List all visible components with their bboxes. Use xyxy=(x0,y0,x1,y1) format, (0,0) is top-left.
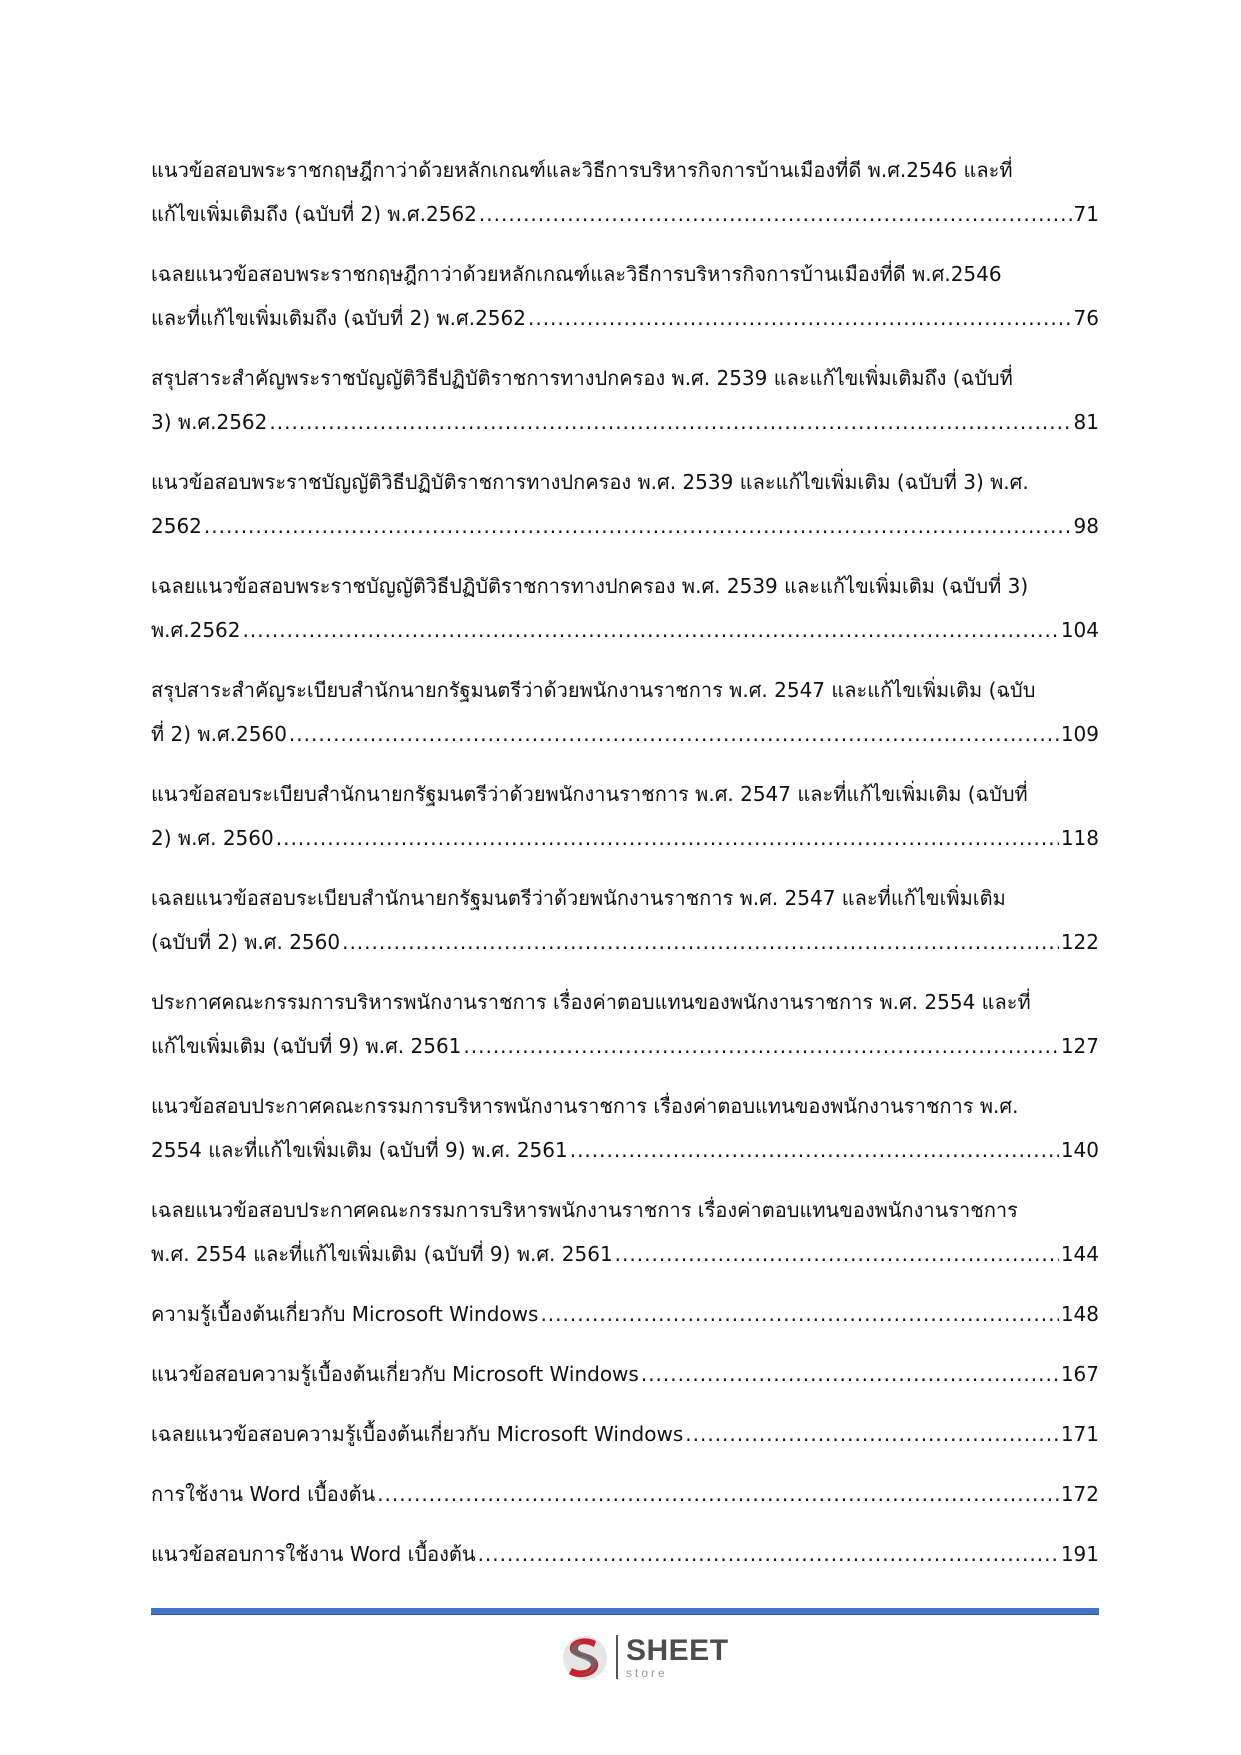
toc-entry-title-line2-row xyxy=(151,504,1099,548)
toc-entry-page-number: 98 xyxy=(1073,514,1099,538)
logo-divider xyxy=(616,1635,618,1679)
toc-entry-title-line2-row xyxy=(151,296,1099,340)
toc-entry-title-line2-row xyxy=(151,920,1099,964)
toc-entry-page-number: 118 xyxy=(1060,826,1099,850)
toc-entry-title-line1: เฉลยแนวข้อสอบประกาศคณะกรรมการบริหารพนักงานราชการ เรื่องค่าตอบแทนของพนักงานราชการ xyxy=(151,1198,1018,1222)
toc-entry-title-line2-row xyxy=(151,192,1099,236)
toc-entry-title-line1: สรุปสาระสำคัญระเบียบสำนักนายกรัฐมนตรีว่าด้วยพนักงานราชการ พ.ศ. 2547 และแก้ไขเพิ่มเติม (ฉบับ xyxy=(151,678,1036,702)
toc-entry-title-line2-row xyxy=(151,816,1099,860)
toc-entry-title-line2: 2554 และที่แก้ไขเพิ่มเติม (ฉบับที่ 9) พ.ศ. 2561 xyxy=(151,1138,568,1162)
sheet-store-s-logo-icon xyxy=(560,1631,610,1683)
toc-entry-page-number: 144 xyxy=(1060,1242,1099,1266)
toc-entry-title-line2: และที่แก้ไขเพิ่มเติมถึง (ฉบับที่ 2) พ.ศ.2562 xyxy=(151,306,526,330)
toc-entry-title-line1: แนวข้อสอบพระราชกฤษฎีกาว่าด้วยหลักเกณฑ์และวิธีการบริหารกิจการบ้านเมืองที่ดี พ.ศ.2546 และที่ xyxy=(151,158,1013,182)
toc-entry-title-line2: 2) พ.ศ. 2560 xyxy=(151,826,274,850)
toc-entry[interactable] xyxy=(151,1412,1099,1456)
toc-entry-page-number: 148 xyxy=(1060,1302,1099,1326)
toc-entry-page-number: 127 xyxy=(1060,1034,1099,1058)
toc-entry-title-line2: 3) พ.ศ.2562 xyxy=(151,410,268,434)
toc-entry-title-line2-row xyxy=(151,1128,1099,1172)
toc-entry[interactable] xyxy=(151,460,1099,548)
dot-leader xyxy=(269,400,1071,444)
logo-wordmark: SHEET xyxy=(626,1633,729,1667)
dot-leader xyxy=(243,608,1059,652)
toc-entry-page-number: 172 xyxy=(1060,1482,1099,1506)
toc-entry[interactable] xyxy=(151,252,1099,340)
toc-entry-page-number: 140 xyxy=(1060,1138,1099,1162)
toc-entry[interactable] xyxy=(151,148,1099,236)
toc-entry-title: ความรู้เบื้องต้นเกี่ยวกับ Microsoft Windows xyxy=(151,1302,539,1326)
toc-entry[interactable] xyxy=(151,1188,1099,1276)
toc-entry-title-line2: ที่ 2) พ.ศ.2560 xyxy=(151,722,287,746)
dot-leader xyxy=(342,920,1059,964)
dot-leader xyxy=(540,1292,1058,1336)
toc-entry[interactable] xyxy=(151,980,1099,1068)
toc-entry[interactable] xyxy=(151,1532,1099,1576)
toc-entry-title: แนวข้อสอบการใช้งาน Word เบื้องต้น xyxy=(151,1542,476,1566)
dot-leader xyxy=(479,192,1072,236)
toc-entry-title: เฉลยแนวข้อสอบความรู้เบื้องต้นเกี่ยวกับ Microsoft Windows xyxy=(151,1422,684,1446)
dot-leader xyxy=(570,1128,1059,1172)
toc-entry-title-line1: แนวข้อสอบระเบียบสำนักนายกรัฐมนตรีว่าด้วยพนักงานราชการ พ.ศ. 2547 และที่แก้ไขเพิ่มเติม (ฉบับที่ xyxy=(151,782,1028,806)
toc-entry[interactable] xyxy=(151,772,1099,860)
table-of-contents xyxy=(151,148,1099,1592)
toc-entry-page-number: 71 xyxy=(1073,202,1099,226)
dot-leader xyxy=(463,1024,1058,1068)
toc-entry-title-line2: 2562 xyxy=(151,514,202,538)
toc-entry-title-line2-row xyxy=(151,1232,1099,1276)
toc-entry[interactable] xyxy=(151,876,1099,964)
toc-entry-page-number: 122 xyxy=(1060,930,1099,954)
toc-entry-title-line2-row xyxy=(151,400,1099,444)
dot-leader xyxy=(289,712,1059,756)
logo-subtitle: store xyxy=(626,1665,668,1680)
toc-entry-title-line2: พ.ศ.2562 xyxy=(151,618,241,642)
toc-entry-title-row xyxy=(151,1532,1099,1576)
toc-entry-title: การใช้งาน Word เบื้องต้น xyxy=(151,1482,376,1506)
toc-entry-title-line2-row xyxy=(151,712,1099,756)
dot-leader xyxy=(478,1532,1059,1576)
toc-entry-page-number: 167 xyxy=(1060,1362,1099,1386)
dot-leader xyxy=(528,296,1072,340)
toc-entry[interactable] xyxy=(151,1472,1099,1516)
toc-entry-title-line2-row xyxy=(151,608,1099,652)
dot-leader xyxy=(685,1412,1059,1456)
toc-entry[interactable] xyxy=(151,356,1099,444)
toc-entry-title-line2-row xyxy=(151,1024,1099,1068)
toc-entry-page-number: 191 xyxy=(1060,1542,1099,1566)
toc-entry-page-number: 76 xyxy=(1073,306,1099,330)
logo-text xyxy=(626,1633,729,1680)
dot-leader xyxy=(204,504,1072,548)
toc-entry-page-number: 81 xyxy=(1073,410,1099,434)
dot-leader xyxy=(641,1352,1059,1396)
toc-entry-title-line2: แก้ไขเพิ่มเติม (ฉบับที่ 9) พ.ศ. 2561 xyxy=(151,1034,462,1058)
toc-entry-title-line2: พ.ศ. 2554 และที่แก้ไขเพิ่มเติม (ฉบับที่ 9) พ.ศ. 2561 xyxy=(151,1242,613,1266)
dot-leader xyxy=(377,1472,1059,1516)
toc-entry-title-line2: (ฉบับที่ 2) พ.ศ. 2560 xyxy=(151,930,341,954)
toc-entry[interactable] xyxy=(151,1084,1099,1172)
toc-entry-page-number: 104 xyxy=(1060,618,1099,642)
toc-entry-title-row xyxy=(151,1292,1099,1336)
toc-entry-title-line1: เฉลยแนวข้อสอบระเบียบสำนักนายกรัฐมนตรีว่าด้วยพนักงานราชการ พ.ศ. 2547 และที่แก้ไขเพิ่มเติม xyxy=(151,886,1006,910)
toc-entry-title-row xyxy=(151,1472,1099,1516)
toc-entry-title: แนวข้อสอบความรู้เบื้องต้นเกี่ยวกับ Microsoft Windows xyxy=(151,1362,639,1386)
dot-leader xyxy=(276,816,1059,860)
toc-entry-title-row xyxy=(151,1412,1099,1456)
toc-entry[interactable] xyxy=(151,564,1099,652)
toc-entry-title-line2: แก้ไขเพิ่มเติมถึง (ฉบับที่ 2) พ.ศ.2562 xyxy=(151,202,477,226)
toc-entry-title-line1: แนวข้อสอบประกาศคณะกรรมการบริหารพนักงานราชการ เรื่องค่าตอบแทนของพนักงานราชการ พ.ศ. xyxy=(151,1094,1019,1118)
toc-entry-title-line1: สรุปสาระสำคัญพระราชบัญญัติวิธีปฏิบัติราชการทางปกครอง พ.ศ. 2539 และแก้ไขเพิ่มเติมถึง (ฉบับที่ xyxy=(151,366,1013,390)
toc-entry-title-line1: เฉลยแนวข้อสอบพระราชบัญญัติวิธีปฏิบัติราชการทางปกครอง พ.ศ. 2539 และแก้ไขเพิ่มเติม (ฉบับที่ 3) xyxy=(151,574,1029,598)
toc-entry-title-line1: ประกาศคณะกรรมการบริหารพนักงานราชการ เรื่องค่าตอบแทนของพนักงานราชการ พ.ศ. 2554 และที่ xyxy=(151,990,1031,1014)
toc-entry-page-number: 171 xyxy=(1060,1422,1099,1446)
toc-entry[interactable] xyxy=(151,1352,1099,1396)
dot-leader xyxy=(615,1232,1059,1276)
toc-entry[interactable] xyxy=(151,668,1099,756)
toc-entry-title-line1: เฉลยแนวข้อสอบพระราชกฤษฎีกาว่าด้วยหลักเกณฑ์และวิธีการบริหารกิจการบ้านเมืองที่ดี พ.ศ.2546 xyxy=(151,262,1002,286)
toc-entry-title-line1: แนวข้อสอบพระราชบัญญัติวิธีปฏิบัติราชการทางปกครอง พ.ศ. 2539 และแก้ไขเพิ่มเติม (ฉบับที่ 3) พ.ศ. xyxy=(151,470,1029,494)
toc-entry-title-row xyxy=(151,1352,1099,1396)
sheet-store-logo xyxy=(560,1628,740,1686)
toc-entry[interactable] xyxy=(151,1292,1099,1336)
footer-divider xyxy=(151,1608,1099,1615)
toc-entry-page-number: 109 xyxy=(1060,722,1099,746)
